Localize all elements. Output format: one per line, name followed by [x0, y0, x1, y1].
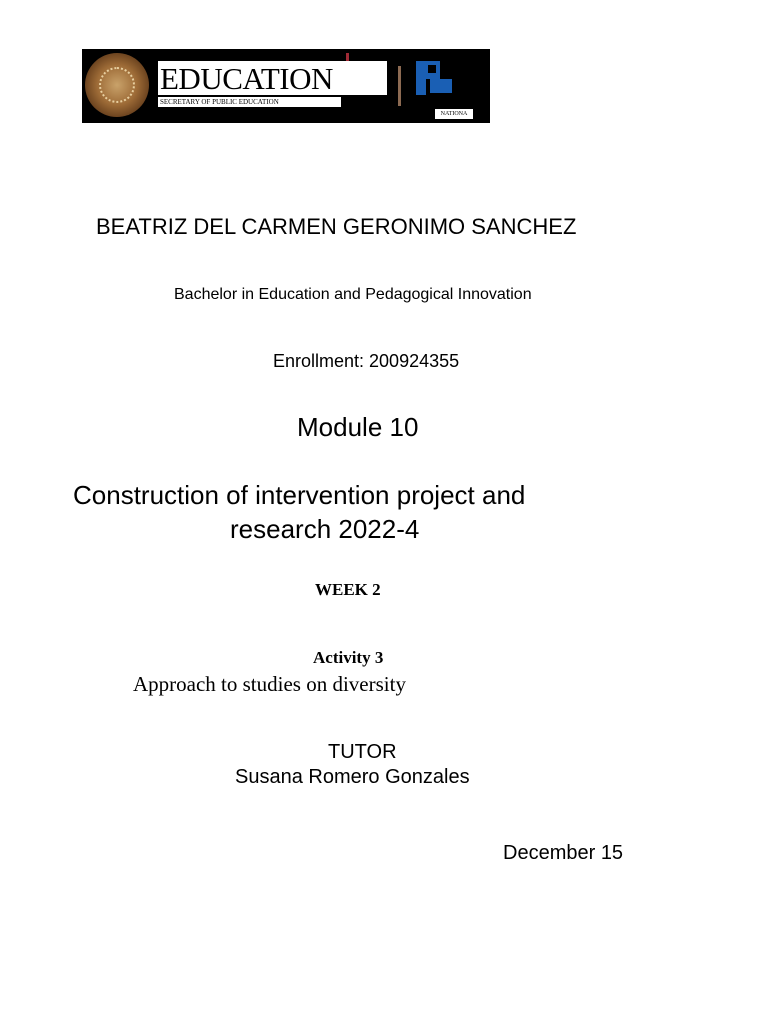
institution-logo-icon	[414, 57, 456, 99]
red-mark-icon	[346, 53, 349, 61]
banner-small-label: NATIONA	[435, 109, 473, 119]
tutor-name: Susana Romero Gonzales	[235, 766, 470, 788]
banner-title: EDUCATION	[158, 61, 387, 95]
module-title: Module 10	[297, 412, 419, 442]
tutor-label: TUTOR	[328, 741, 397, 763]
banner-subtitle: SECRETARY OF PUBLIC EDUCATION	[158, 97, 341, 107]
seal-emblem-icon	[85, 53, 149, 117]
document-date: December 15	[503, 842, 624, 864]
author-name: BEATRIZ DEL CARMEN GERONIMO SANCHEZ	[96, 214, 577, 239]
activity-label: Activity 3	[313, 648, 384, 667]
week-label: WEEK 2	[315, 580, 381, 599]
course-title-line2: research 2022-4	[230, 514, 420, 544]
program-name: Bachelor in Education and Pedagogical Innovation	[174, 286, 532, 303]
activity-title: Approach to studies on diversity	[133, 672, 406, 696]
course-title-line1: Construction of intervention project and	[73, 480, 526, 510]
header-banner	[82, 49, 490, 123]
enrollment: Enrollment: 200924355	[273, 351, 460, 371]
banner-divider	[398, 66, 401, 106]
